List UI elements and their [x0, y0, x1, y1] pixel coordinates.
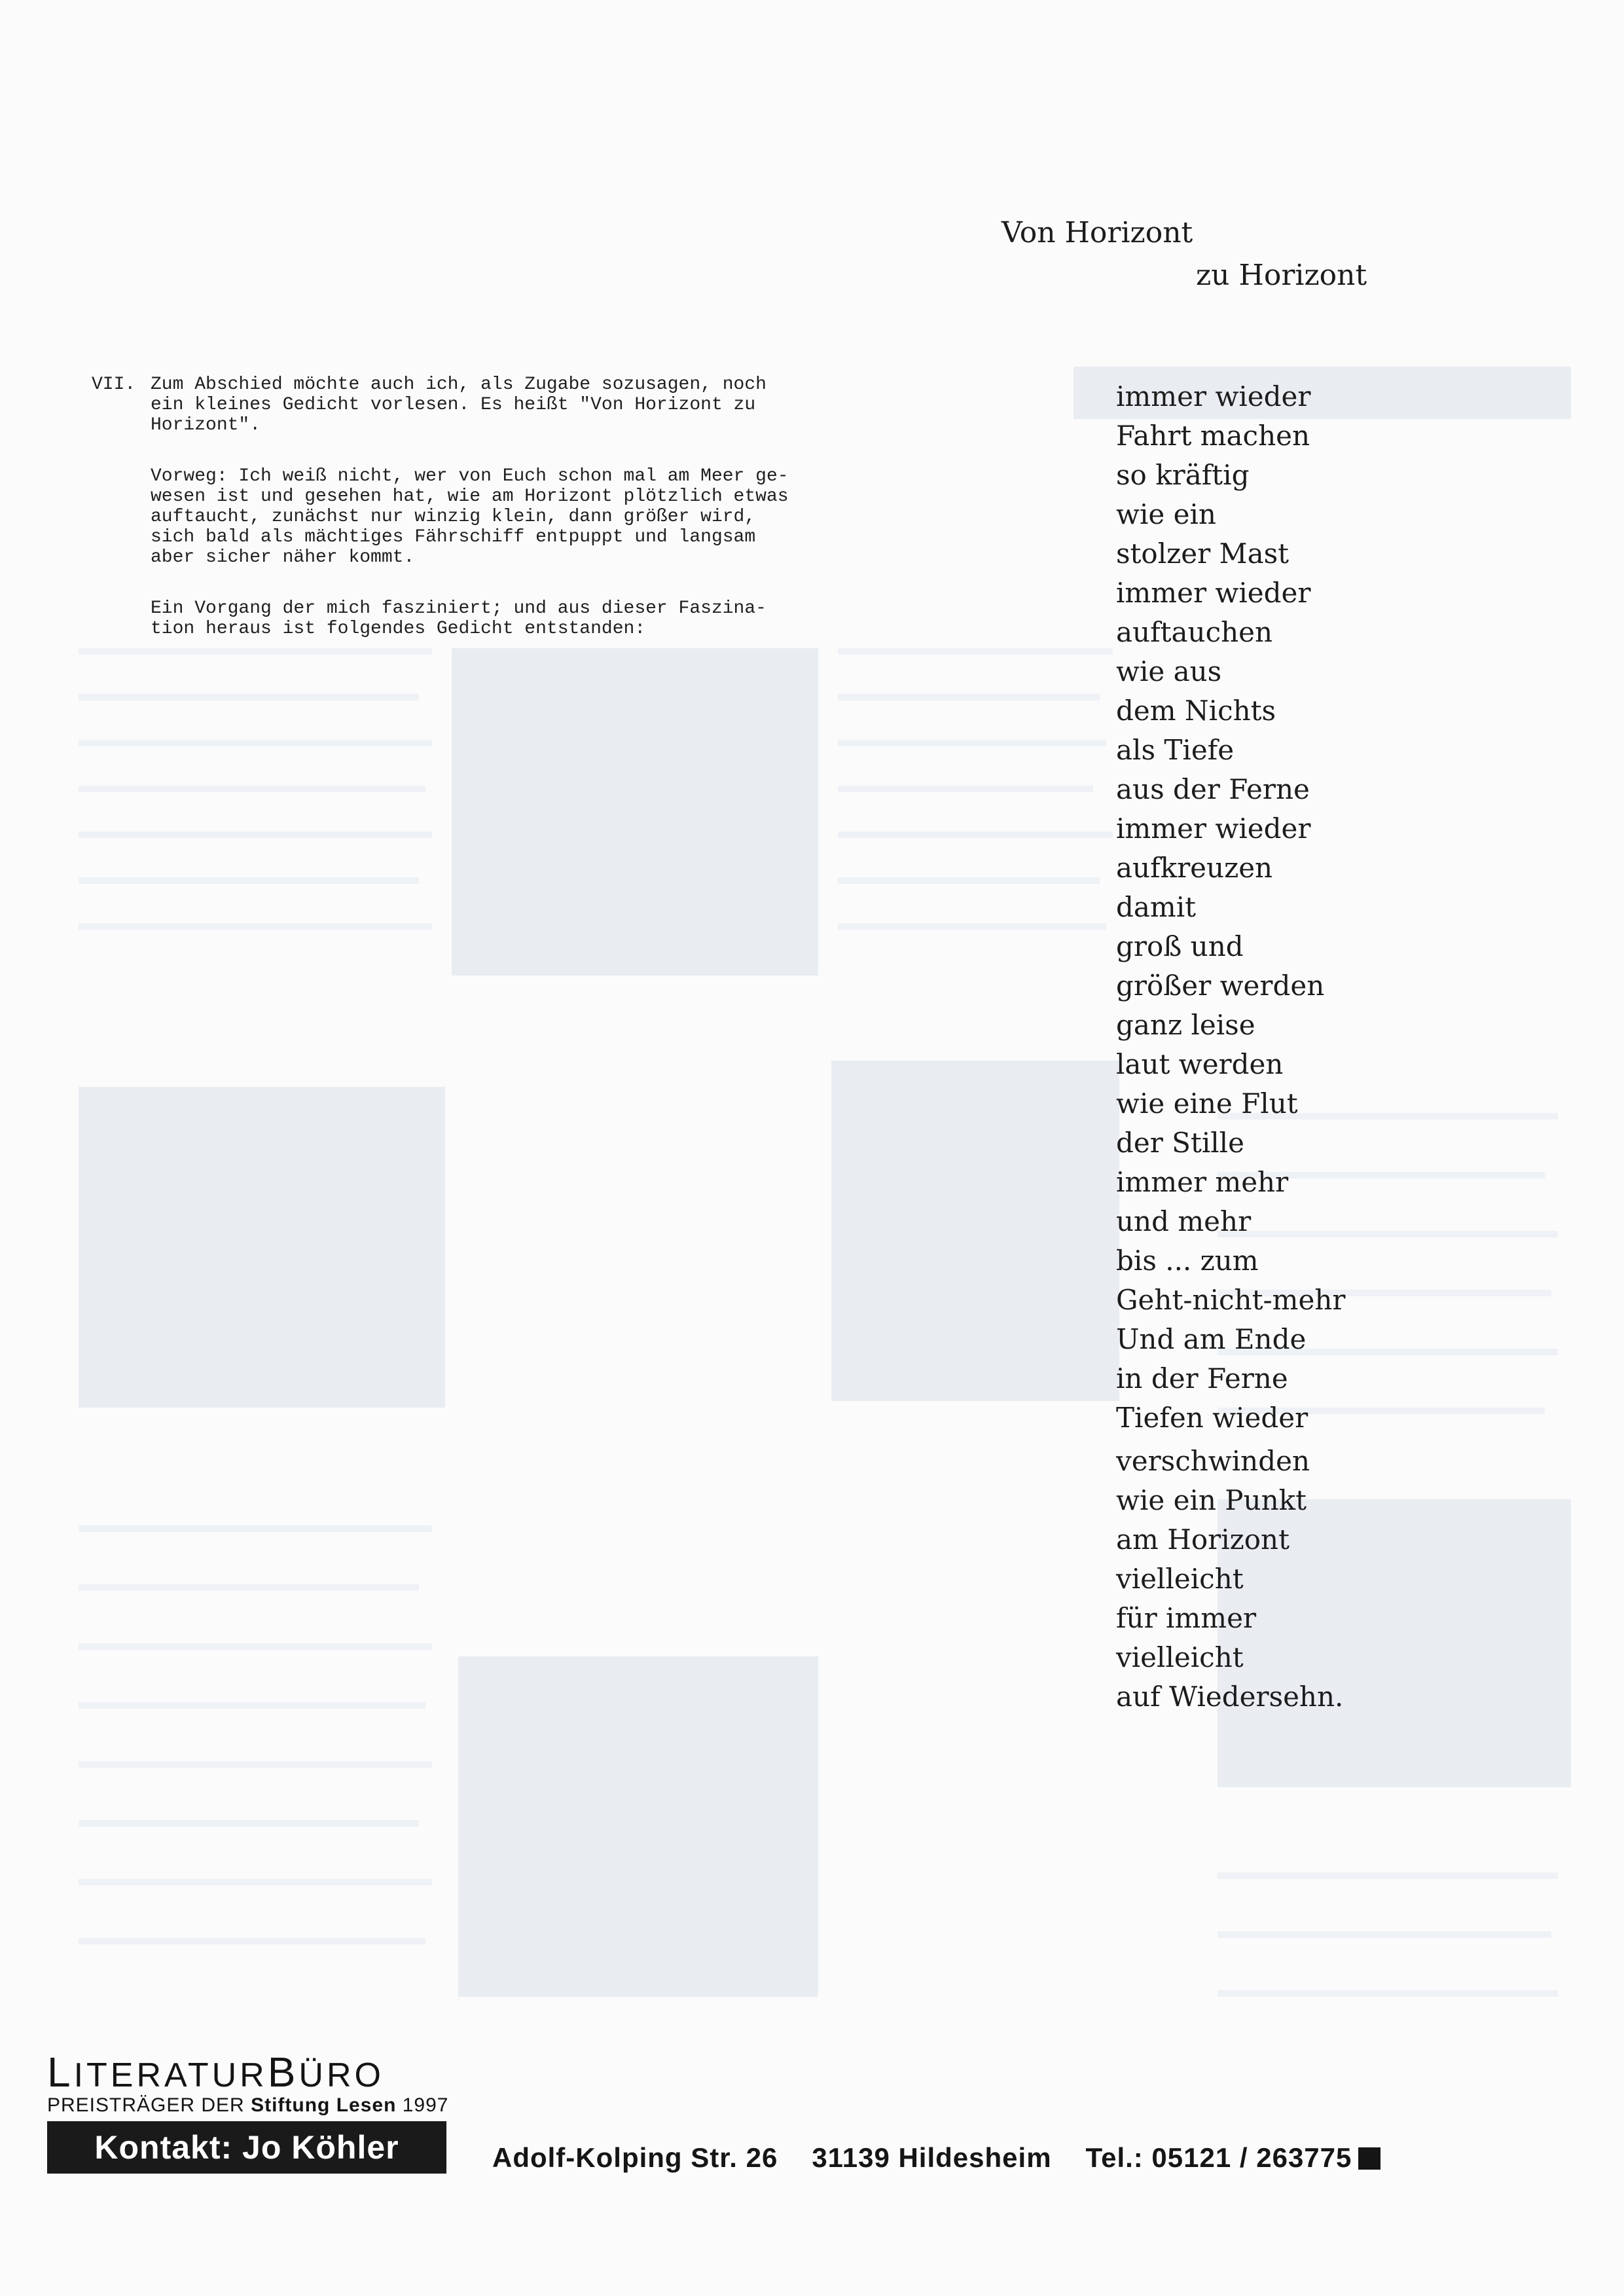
ghost-text-line	[79, 1643, 432, 1650]
ghost-text-line	[1218, 1990, 1558, 1997]
poem-line: vielleicht	[1116, 1641, 1244, 1673]
ghost-text-line	[838, 694, 1100, 701]
logo-wordmark: LITERATURBÜRO	[47, 2049, 384, 2096]
poem-line: immer wieder	[1116, 380, 1311, 412]
ghost-text-line	[79, 831, 432, 838]
preface-line: Vorweg: Ich weiß nicht, wer von Euch schon mal am Meer ge-	[151, 466, 789, 486]
poem-line: Geht-nicht-mehr	[1116, 1284, 1346, 1316]
poem-line: aus der Ferne	[1116, 773, 1310, 805]
origin-line: tion heraus ist folgendes Gedicht entstanden:	[151, 619, 646, 639]
poem-line: auftauchen	[1116, 616, 1273, 648]
poem-line: wie ein Punkt	[1116, 1484, 1307, 1516]
section-number: VII.	[92, 374, 136, 395]
poem-line: wie aus	[1116, 655, 1222, 687]
ghost-photo-2	[79, 1087, 445, 1408]
ghost-text-line	[79, 1938, 425, 1944]
literaturbuero-logo	[47, 2049, 449, 2117]
poem-line: Fahrt machen	[1116, 420, 1310, 452]
poem-line: auf Wiedersehn.	[1116, 1681, 1344, 1713]
preface-line: sich bald als mächtiges Fährschiff entpuppt und langsam	[151, 527, 756, 547]
ghost-text-line	[838, 648, 1113, 655]
ghost-text-line	[79, 1761, 432, 1768]
origin-line: Ein Vorgang der mich fasziniert; und aus dieser Faszina-	[151, 598, 767, 619]
poem-line: der Stille	[1116, 1127, 1244, 1159]
city: 31139 Hildesheim	[812, 2142, 1052, 2173]
ghost-text-line	[79, 1525, 432, 1532]
poem-line: Und am Ende	[1116, 1323, 1307, 1355]
poem-line: immer wieder	[1116, 577, 1311, 609]
poem-line: groß und	[1116, 930, 1244, 962]
poem-line: größer werden	[1116, 970, 1325, 1002]
poem-line: am Horizont	[1116, 1523, 1290, 1556]
intro-line: Horizont".	[151, 415, 261, 435]
ghost-text-line	[79, 923, 432, 930]
ghost-photo-4	[458, 1656, 818, 1997]
ghost-text-line	[1218, 1872, 1558, 1879]
ghost-text-line	[1218, 1931, 1551, 1938]
ghost-photo-3	[831, 1061, 1119, 1401]
ghost-text-line	[838, 786, 1093, 792]
poem-line: in der Ferne	[1116, 1362, 1288, 1394]
ghost-text-line	[838, 923, 1106, 930]
street: Adolf-Kolping Str. 26	[492, 2142, 778, 2173]
preface-line: wesen ist und gesehen hat, wie am Horizont plötzlich etwas	[151, 486, 789, 507]
poem-line: wie ein	[1116, 498, 1216, 530]
poem-line: bis ... zum	[1116, 1245, 1259, 1277]
ghost-text-line	[79, 740, 432, 746]
ghost-text-line	[79, 877, 419, 884]
intro-line: ein kleines Gedicht vorlesen. Es heißt "Von Horizont zu	[151, 395, 756, 415]
ghost-text-line	[838, 877, 1100, 884]
poem-line: wie eine Flut	[1116, 1087, 1298, 1120]
poem-line: laut werden	[1116, 1048, 1284, 1080]
preface-line: aber sicher näher kommt.	[151, 547, 415, 568]
poem-line: aufkreuzen	[1116, 852, 1273, 884]
ghost-text-line	[79, 1702, 425, 1709]
ghost-text-line	[79, 1584, 419, 1591]
poem-line: vielleicht	[1116, 1563, 1244, 1595]
poem-line: stolzer Mast	[1116, 538, 1290, 570]
square-bullet-icon	[1358, 2147, 1380, 2170]
poem-line: immer wieder	[1116, 812, 1311, 845]
preface-line: auftaucht, zunächst nur winzig klein, dann größer wird,	[151, 507, 756, 527]
poem-line: und mehr	[1116, 1205, 1252, 1237]
poem-line: als Tiefe	[1116, 734, 1235, 766]
contact-box: Kontakt: Jo Köhler	[47, 2121, 446, 2174]
award-line: PREISTRÄGER DER Stiftung Lesen 1997	[47, 2094, 449, 2116]
poem-line: Tiefen wieder	[1116, 1402, 1308, 1434]
poem-line: verschwinden	[1116, 1445, 1310, 1477]
poem-line: ganz leise	[1116, 1009, 1255, 1041]
ghost-text-line	[79, 786, 425, 792]
ghost-text-line	[79, 1879, 432, 1886]
poem-line: dem Nichts	[1116, 695, 1276, 727]
intro-line: Zum Abschied möchte auch ich, als Zugabe sozusagen, noch	[151, 374, 767, 395]
poem-line: für immer	[1116, 1602, 1257, 1634]
poem-line: damit	[1116, 891, 1197, 923]
poem-line: immer mehr	[1116, 1166, 1289, 1198]
poem-lines	[1116, 377, 1345, 1717]
ghost-photo-1	[452, 648, 818, 975]
poem-line: so kräftig	[1116, 459, 1250, 491]
ghost-text-line	[79, 694, 419, 701]
ghost-text-line	[79, 648, 432, 655]
ghost-text-line	[838, 831, 1113, 838]
address-line	[492, 2142, 1380, 2174]
ghost-text-line	[79, 1820, 419, 1827]
ghost-text-line	[838, 740, 1106, 746]
poem-title-line-1: Von Horizont	[1001, 216, 1193, 249]
poem-title-line-2: zu Horizont	[1196, 259, 1367, 292]
phone: Tel.: 05121 / 263775	[1085, 2142, 1352, 2173]
